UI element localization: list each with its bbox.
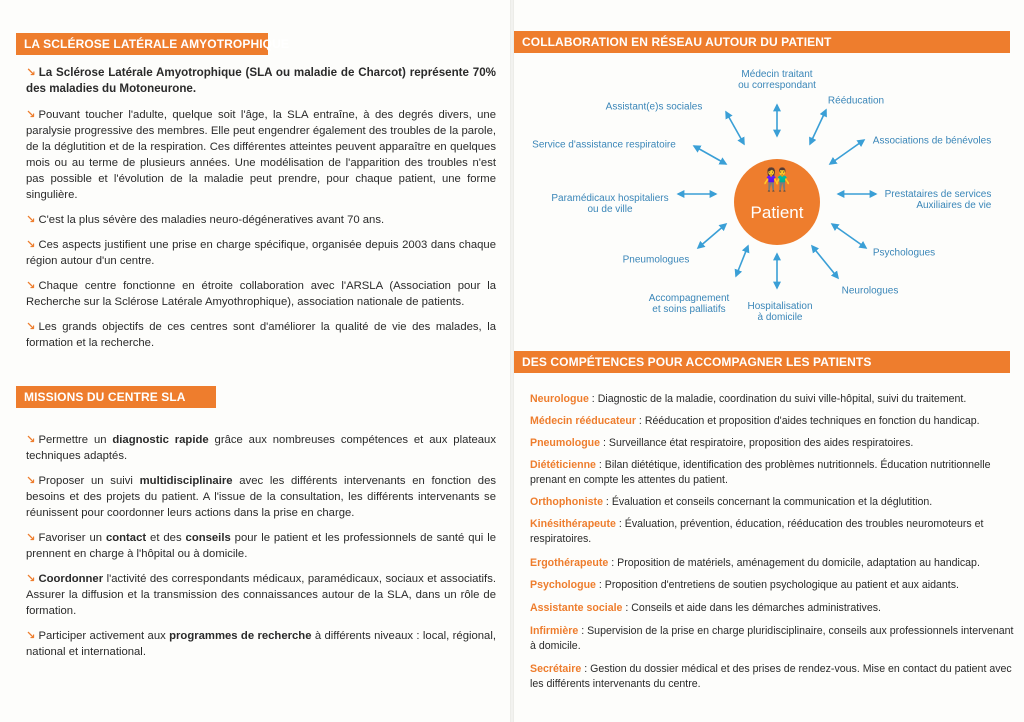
node-psychologues: Psychologues: [872, 247, 936, 259]
skill-item: Diététicienne : Bilan diététique, identification des problèmes nutritionnels. Éducation nutritionnelle prenant en compte les attentes du patient.: [530, 459, 991, 486]
arrow-icon: [736, 246, 748, 276]
skill-item: Ergothérapeute : Proposition de matériels, aménagement du domicile, adaptation au handicap.: [530, 557, 980, 569]
arrow-bullet-icon: ↘: [26, 280, 36, 292]
section-banner-network: COLLABORATION EN RÉSEAU AUTOUR DU PATIENT: [514, 31, 1010, 53]
node-assistance-respiratoire: Service d'assistance respiratoire: [532, 139, 676, 151]
right-page: [514, 0, 1024, 722]
mission-item: ↘ Coordonner l'activité des correspondants médicaux, paramédicaux, sociaux et associatifs. Assurer la diffusion et la transmission des connaissances autour de la SLA, dans un rôle de formation.: [26, 573, 496, 617]
mission-item: ↘ Participer activement aux programmes de recherche à différents niveaux : local, régional, national et international.: [26, 630, 496, 658]
patient-label: Patient: [750, 203, 804, 222]
mission-item: ↘ Favoriser un contact et des conseils pour le patient et les professionnels de santé qui le prennent en charge à l'hôpital ou à domicile.: [26, 532, 496, 560]
arrow-bullet-icon: ↘: [26, 630, 36, 642]
skill-item: Médecin rééducateur : Rééducation et proposition d'aides techniques en fonction du handicap.: [530, 415, 980, 427]
skill-item: Neurologue : Diagnostic de la maladie, coordination du suivi ville-hôpital, suivi du traitement.: [530, 393, 967, 405]
skill-item: Infirmière : Supervision de la prise en charge pluridisciplinaire, conseils aux professionnels intervenant à domicile.: [530, 625, 1014, 652]
paragraph: ↘ Ces aspects justifient une prise en charge spécifique, organisée depuis 2003 dans chaque région autour d'un centre.: [26, 239, 496, 267]
node-accompagnement: Accompagnement et soins palliatifs: [648, 293, 730, 315]
node-pneumologues: Pneumologues: [622, 254, 690, 266]
network-diagram: [514, 60, 1024, 330]
mission-item: ↘ Proposer un suivi multidisciplinaire avec les différents intervenants en fonction des besoins et des projets du patient. A l'issue de la consultation, les différents intervenants se réunissent pour coordonner leurs actions dans la prise en charge.: [26, 475, 496, 519]
sla-intro-block: [26, 65, 496, 360]
arrow-bullet-icon: ↘: [26, 214, 36, 226]
section-banner-missions: MISSIONS DU CENTRE SLA: [16, 386, 216, 408]
mission-item: ↘ Permettre un diagnostic rapide grâce aux nombreuses compétences et aux plateaux techniques adaptés.: [26, 434, 496, 462]
node-medecin-traitant: Médecin traitant ou correspondant: [738, 69, 816, 91]
arrow-bullet-icon: ↘: [26, 66, 36, 79]
arrow-bullet-icon: ↘: [26, 532, 36, 544]
arrow-icon: [698, 224, 726, 248]
arrow-icon: [830, 140, 864, 164]
skill-item: Pneumologue : Surveillance état respiratoire, proposition des aides respiratoires.: [530, 437, 914, 449]
arrow-bullet-icon: ↘: [26, 434, 36, 446]
missions-block: [26, 432, 496, 669]
paragraph: ↘ C'est la plus sévère des maladies neuro-dégéneratives avant 70 ans.: [26, 214, 385, 226]
skill-item: Psychologue : Proposition d'entretiens de soutien psychologique au patient et aux aidants.: [530, 579, 959, 591]
node-reeducation: Rééducation: [827, 95, 885, 107]
skill-item: Orthophoniste : Évaluation et conseils concernant la communication et la déglutition.: [530, 496, 933, 508]
node-prestataires: Prestataires de services Auxiliaires de vie: [884, 189, 992, 211]
arrow-icon: [812, 246, 838, 278]
section-banner-sla: LA SCLÉROSE LATÉRALE AMYOTROPHIQUE: [16, 33, 268, 55]
skill-item: Kinésithérapeute : Évaluation, prévention, éducation, rééducation des troubles neuromoteurs et respiratoires.: [530, 518, 984, 545]
paragraph: ↘ Les grands objectifs de ces centres sont d'améliorer la qualité de vie des malades, la formation et la recherche.: [26, 321, 496, 349]
arrow-bullet-icon: ↘: [26, 239, 36, 251]
paragraph: ↘ Chaque centre fonctionne en étroite collaboration avec l'ARSLA (Association pour la Recherche sur la Sclérose Latérale Amyothrophique), association nationale de patients.: [26, 280, 496, 308]
skill-item: Assistante sociale : Conseils et aide dans les démarches administratives.: [530, 602, 881, 614]
section-banner-competences: DES COMPÉTENCES POUR ACCOMPAGNER LES PATIENTS: [514, 351, 1010, 373]
arrow-bullet-icon: ↘: [26, 475, 36, 487]
arrow-bullet-icon: ↘: [26, 573, 36, 585]
lead-paragraph: ↘ La Sclérose Latérale Amyotrophique (SLA ou maladie de Charcot) représente 70% des maladies du Motoneurone.: [26, 66, 496, 95]
node-paramedicaux: Paramédicaux hospitaliers ou de ville: [551, 193, 669, 215]
node-associations: Associations de bénévoles: [872, 135, 992, 147]
arrow-icon: [726, 112, 744, 144]
left-page: [0, 0, 510, 722]
people-icon: 👫: [763, 167, 791, 192]
node-hospitalisation: Hospitalisation à domicile: [747, 301, 813, 323]
patient-circle: [734, 159, 820, 245]
arrow-icon: [810, 110, 826, 144]
skill-item: Secrétaire : Gestion du dossier médical et des prises de rendez-vous. Mise en contact du patient avec les différents intervenants du centre.: [530, 663, 1012, 690]
arrow-bullet-icon: ↘: [26, 321, 36, 333]
node-neurologues: Neurologues: [841, 285, 899, 297]
paragraph: ↘ Pouvant toucher l'adulte, quelque soit l'âge, la SLA entraîne, à des degrés divers, une paralysie progressive des membres. Elle peut engendrer également des troubles de la parole, de la déglutition et de la respiration. Ces différentes atteintes peuvent apparaître en quelques mois ou au terme de plusieurs années. Une modélisation de l'apparition des troubles n'est pas possible et l'évolution de la maladie peut prendre, pour chaque patient, une forme singulière.: [26, 109, 496, 201]
node-assistantes-sociales: Assistant(e)s sociales: [605, 101, 703, 113]
arrow-icon: [694, 146, 726, 164]
arrow-icon: [832, 224, 866, 248]
arrow-bullet-icon: ↘: [26, 109, 36, 121]
